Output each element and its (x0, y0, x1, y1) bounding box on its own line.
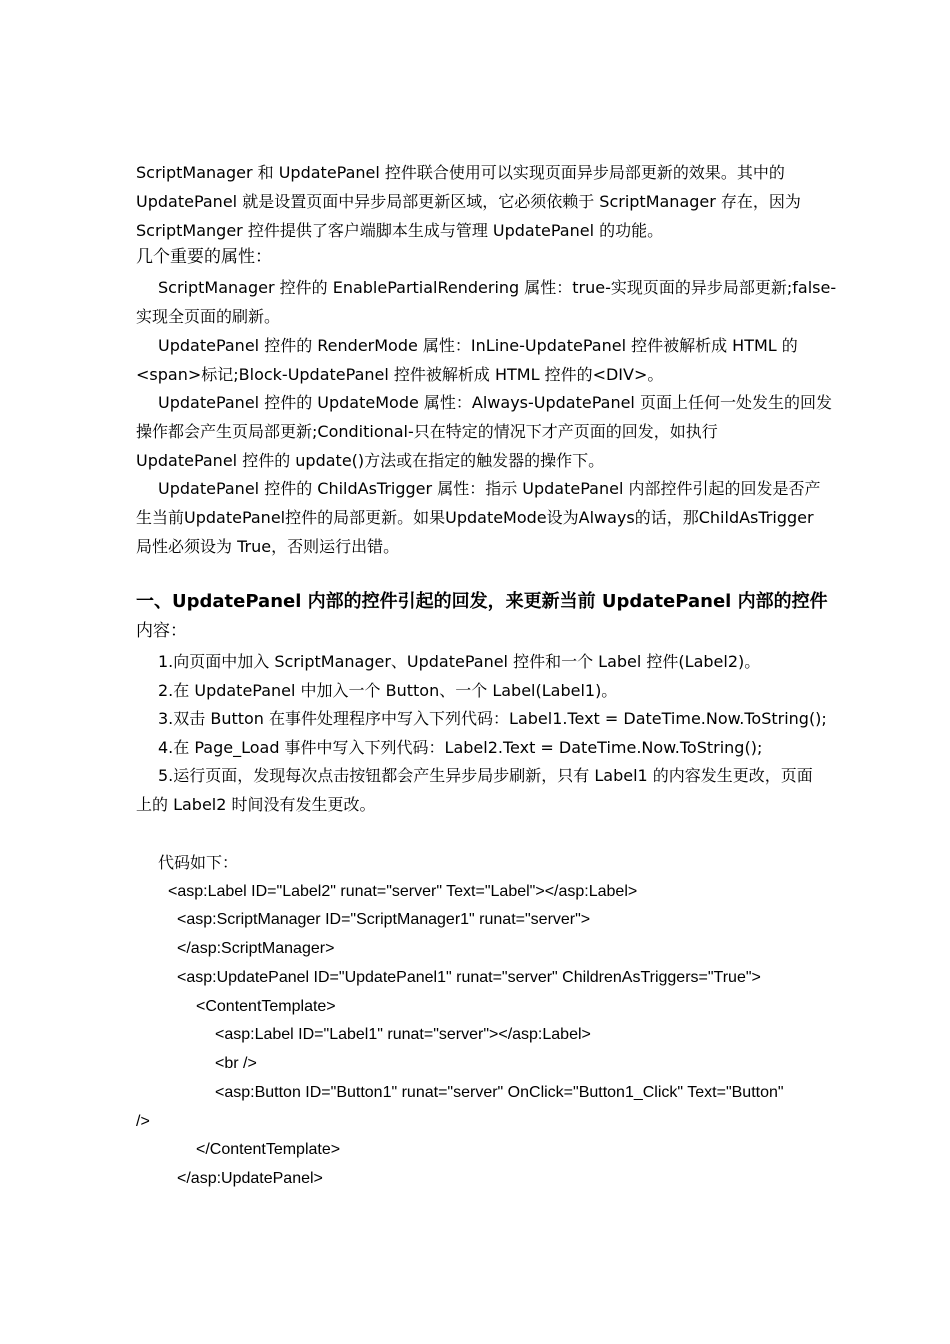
intro-line: ScriptManager 和 UpdatePanel 控件联合使用可以实现页面异步局部更新的效果。其中的 (136, 163, 785, 182)
code-line: <asp:Label ID="Label2" runat="server" Text="Label"></asp:Label> (168, 883, 638, 900)
code-line: <asp:Button ID="Button1" runat="server" OnClick="Button1_Click" Text="Button" (215, 1084, 784, 1101)
section-title-line: 内容： (136, 621, 187, 641)
code-line: <ContentTemplate> (196, 998, 336, 1015)
property-line: ScriptManager 控件的 EnablePartialRendering 属性：true-实现页面的异步局部更新;false- (158, 278, 837, 297)
step-line: 1.向页面中加入 ScriptManager、UpdatePanel 控件和一个 Label 控件(Label2)。 (158, 652, 761, 671)
property-line: 局性必须设为 True，否则运行出错。 (136, 537, 400, 556)
code-line: </asp:ScriptManager> (177, 940, 335, 957)
property-line: <span>标记;Block-UpdatePanel 控件被解析成 HTML 控件的<DIV>。 (136, 365, 664, 384)
step-line: 上的 Label2 时间没有发生更改。 (136, 795, 376, 814)
property-line: UpdatePanel 控件的 RenderMode 属性：InLine-UpdatePanel 控件被解析成 HTML 的 (158, 336, 798, 355)
code-line: <asp:Label ID="Label1" runat="server"></asp:Label> (215, 1026, 591, 1043)
step-line: 3.双击 Button 在事件处理程序中写入下列代码：Label1.Text = DateTime.Now.ToString(); (158, 709, 827, 728)
code-line: <br /> (215, 1055, 257, 1072)
step-line: 2.在 UpdatePanel 中加入一个 Button、一个 Label(Label1)。 (158, 681, 618, 700)
step-line: 4.在 Page_Load 事件中写入下列代码：Label2.Text = DateTime.Now.ToString(); (158, 738, 763, 757)
step-line: 5.运行页面，发现每次点击按钮都会产生异步局步刷新，只有 Label1 的内容发生更改，页面 (158, 766, 813, 785)
section-title-line: 一、UpdatePanel 内部的控件引起的回发，来更新当前 UpdatePanel 内部的控件 (136, 591, 828, 612)
property-line: UpdatePanel 控件的 ChildAsTrigger 属性：指示 UpdatePanel 内部控件引起的回发是否产 (158, 479, 821, 498)
property-line: 操作都会产生页局部更新;Conditional-只在特定的情况下才产页面的回发，如执行 (136, 422, 718, 441)
property-line: 生当前UpdatePanel控件的局部更新。如果UpdateMode设为Always的话，那ChildAsTrigger (136, 508, 814, 527)
intro-line: ScriptManger 控件提供了客户端脚本生成与管理 UpdatePanel 的功能。 (136, 221, 664, 240)
properties-heading: 几个重要的属性： (136, 247, 272, 267)
property-line: UpdatePanel 控件的 update()方法或在指定的触发器的操作下。 (136, 451, 605, 470)
code-line: <asp:UpdatePanel ID="UpdatePanel1" runat="server" ChildrenAsTriggers="True"> (177, 969, 761, 986)
code-line: </asp:UpdatePanel> (177, 1170, 323, 1187)
code-line: </ContentTemplate> (196, 1141, 341, 1158)
property-line: 实现全页面的刷新。 (136, 307, 281, 326)
code-label: 代码如下： (158, 853, 239, 872)
intro-line: UpdatePanel 就是设置页面中异步局部更新区域，它必须依赖于 ScriptManager 存在，因为 (136, 192, 801, 211)
code-line: <asp:ScriptManager ID="ScriptManager1" runat="server"> (177, 911, 591, 928)
property-line: UpdatePanel 控件的 UpdateMode 属性：Always-UpdatePanel 页面上任何一处发生的回发 (158, 393, 832, 412)
code-line: /> (136, 1113, 150, 1130)
